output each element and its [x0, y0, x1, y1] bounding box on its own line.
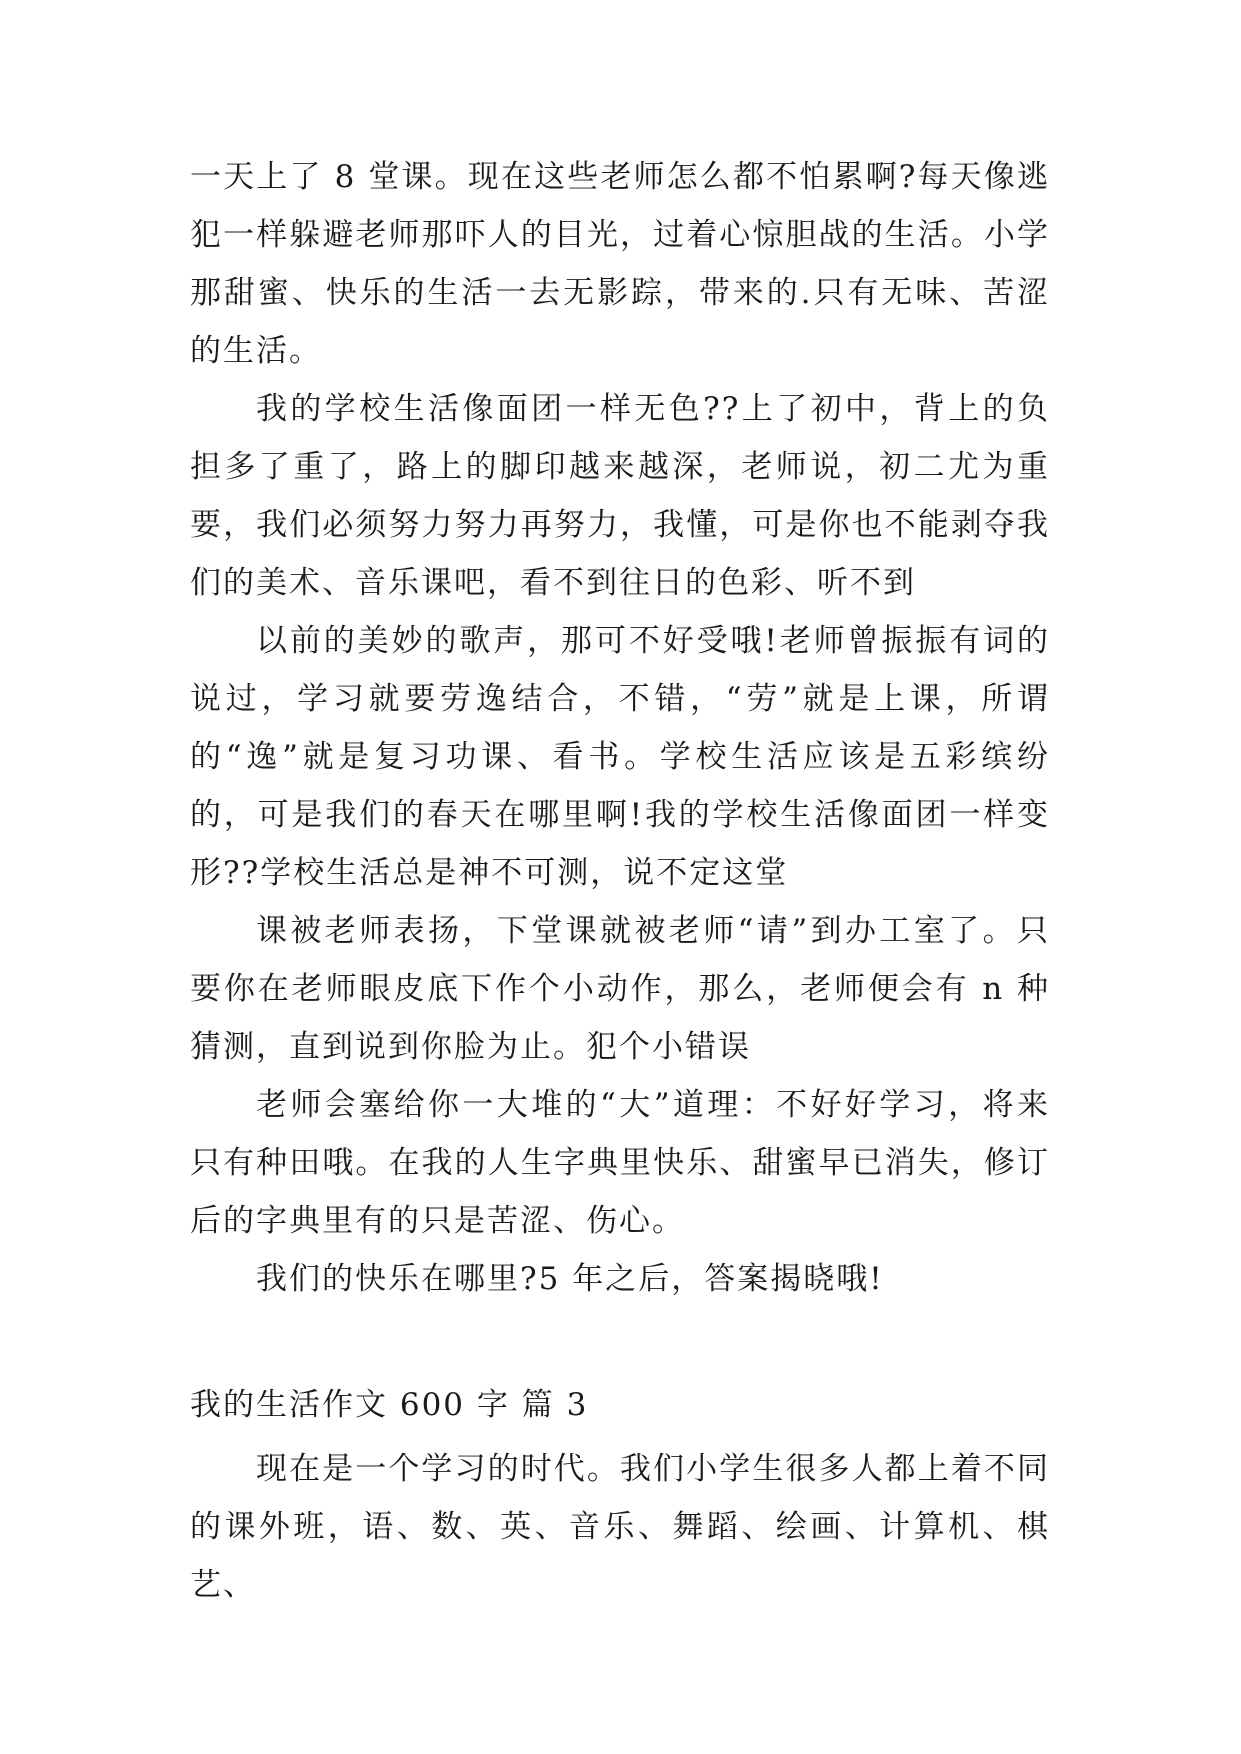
paragraph-1: 一天上了 8 堂课。现在这些老师怎么都不怕累啊?每天像逃犯一样躲避老师那吓人的目光，过着心惊胆战的生活。小学那甜蜜、快乐的生活一去无影踪，带来的.只有无味、苦涩的生活。: [190, 159, 1050, 369]
body-text: [190, 148, 1050, 1308]
section-paragraph-1: 现在是一个学习的时代。我们小学生很多人都上着不同的课外班，语、数、英、音乐、舞蹈、绘画、计算机、棋艺、: [190, 1451, 1050, 1603]
section-heading: 我的生活作文 600 字 篇 3: [190, 1387, 589, 1423]
paragraph-3: 以前的美妙的歌声，那可不好受哦!老师曾振振有词的说过，学习就要劳逸结合，不错，“劳”就是上课，所谓的“逸”就是复习功课、看书。学校生活应该是五彩缤纷的，可是我们的春天在哪里啊!我的学校生活像面团一样变形??学校生活总是神不可测，说不定这堂: [190, 623, 1050, 891]
paragraph-6: 我们的快乐在哪里?5 年之后，答案揭晓哦!: [256, 1261, 884, 1297]
paragraph-2: 我的学校生活像面团一样无色??上了初中，背上的负担多了重了，路上的脚印越来越深，老师说，初二尤为重要，我们必须努力努力再努力，我懂，可是你也不能剥夺我们的美术、音乐课吧，看不到往日的色彩、听不到: [190, 391, 1050, 601]
section-3: [190, 1376, 1050, 1614]
paragraph-4: 课被老师表扬，下堂课就被老师“请”到办工室了。只要你在老师眼皮底下作个小动作，那么，老师便会有 n 种猜测，直到说到你脸为止。犯个小错误: [190, 913, 1050, 1065]
paragraph-5: 老师会塞给你一大堆的“大”道理：不好好学习，将来只有种田哦。在我的人生字典里快乐、甜蜜早已消失，修订后的字典里有的只是苦涩、伤心。: [190, 1087, 1050, 1239]
